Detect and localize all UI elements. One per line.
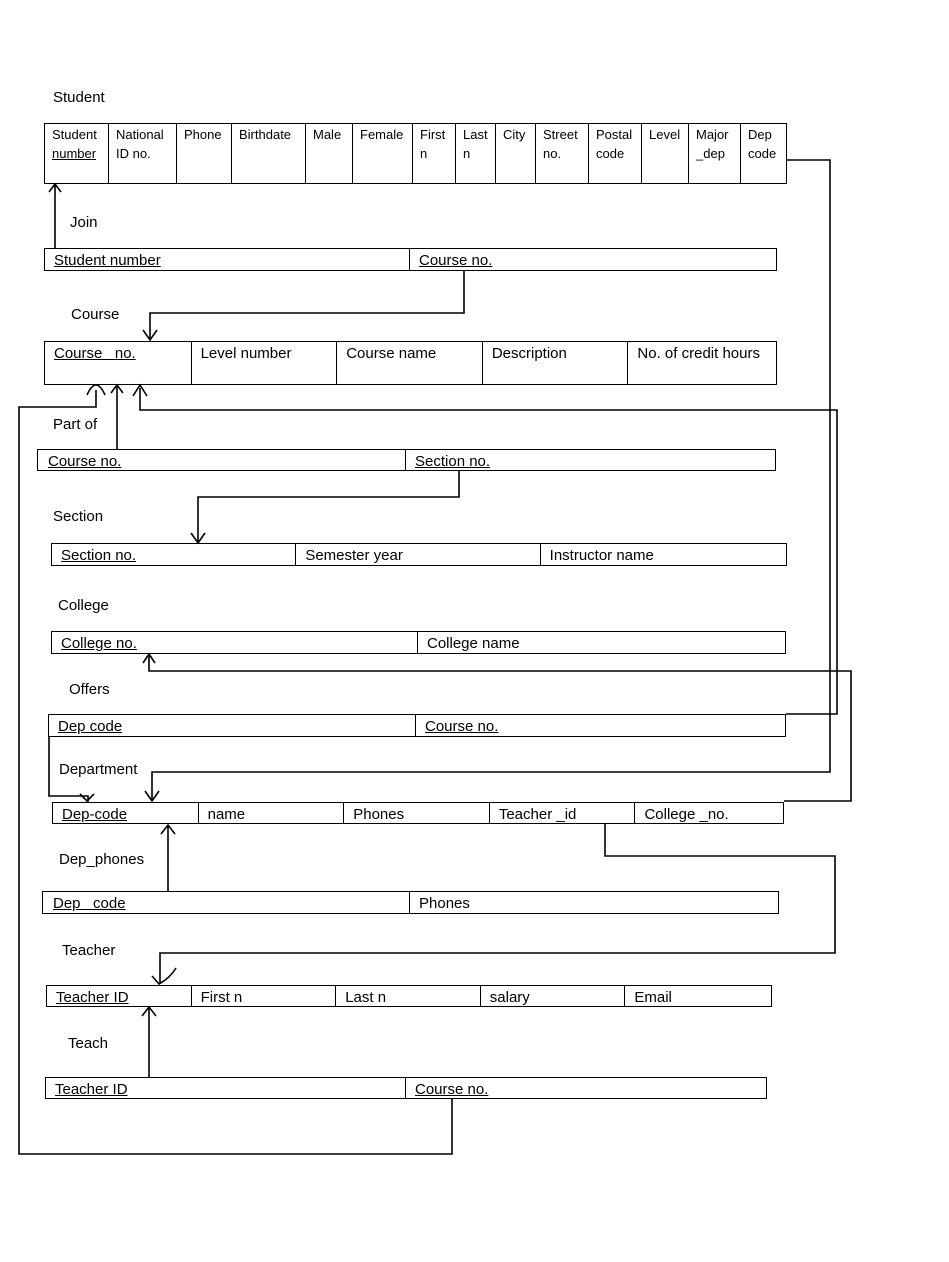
college-col-college-name: College name (427, 635, 520, 652)
col-line1: Last (463, 127, 488, 142)
fk-part-of-course-no (111, 385, 123, 449)
teacher-table-title: Teacher (62, 942, 116, 959)
col-line1: Phone (184, 127, 222, 142)
col-line1: Male (313, 127, 342, 142)
col-line1: Level (649, 127, 681, 142)
offers-col-course-no: Course no. (425, 718, 499, 735)
fk-part-of-section-no (191, 471, 459, 543)
student-table-title: Student (53, 89, 105, 106)
fk-teach-teacher-id (142, 1007, 156, 1077)
department-col-college-no: College _no. (644, 806, 729, 823)
section-col-section-no: Section no. (52, 544, 296, 565)
teacher-col-first-n: First n (192, 986, 337, 1006)
course-col-course-name: Course name (337, 342, 483, 384)
section-table-title: Section (53, 508, 104, 525)
course-table-title: Course (71, 306, 120, 323)
col-line2: code (596, 146, 625, 161)
col-line1: City (503, 127, 526, 142)
col-line1: Birthdate (239, 127, 292, 142)
department-col-teacher-id: Teacher _id (490, 803, 636, 823)
dep-phones-table-title: Dep_phones (59, 851, 145, 868)
teacher-col-last-n: Last n (336, 986, 481, 1006)
col-line1: First (420, 127, 446, 142)
col-line1: National (116, 127, 164, 142)
department-col-name: name (199, 803, 345, 823)
fk-department-college-no (143, 654, 851, 801)
college-col-college-no: College no. (52, 632, 418, 653)
section-col-semester-year: Semester year (296, 544, 540, 565)
col-line1: Street (543, 127, 578, 142)
teacher-col-salary: salary (481, 986, 626, 1006)
col-line2: code (748, 146, 777, 161)
dep-phones-col-dep-code: Dep code (43, 892, 410, 913)
col-line2: ID no. (116, 146, 151, 161)
fk-join-course-no (143, 271, 464, 340)
course-col-credit-hours: No. of credit hours (637, 345, 760, 362)
teach-col-course-no: Course no. (415, 1081, 489, 1098)
dep-phones-col-phones: Phones (419, 895, 470, 912)
join-col-course-no: Course no. (419, 252, 493, 269)
join-col-student-number: Student number (45, 249, 410, 270)
teacher-col-email: Email (634, 989, 672, 1006)
fk-teach-course-no (19, 385, 452, 1154)
part-of-table-title: Part of (53, 416, 98, 433)
department-col-phones: Phones (344, 803, 490, 823)
part-of-col-section-no: Section no. (415, 453, 491, 470)
course-col-level-number: Level number (192, 342, 338, 384)
department-col-dep-code: Dep-code (53, 803, 199, 823)
col-line2: _dep (696, 146, 725, 161)
offers-table-title: Offers (69, 681, 110, 698)
college-table-title: College (58, 597, 109, 614)
section-col-instructor-name: Instructor name (549, 547, 654, 564)
col-line1: Dep (748, 127, 772, 142)
col-line1: Female (360, 127, 404, 142)
fk-offers-dep-code (49, 737, 94, 802)
fk-department-teacher-id (152, 824, 835, 984)
course-col-description: Description (483, 342, 629, 384)
fk-student-dep-code (145, 160, 830, 801)
fk-dep-phones-dep-code (161, 825, 175, 891)
part-of-col-course-no: Course no. (38, 450, 406, 470)
col-line2: no. (543, 146, 562, 161)
teach-col-teacher-id: Teacher ID (46, 1078, 406, 1098)
offers-col-dep-code: Dep code (49, 715, 416, 736)
col-line2: n (463, 146, 471, 161)
teach-table-title: Teach (68, 1035, 109, 1052)
col-line1: Major (696, 127, 729, 142)
col-line1: Student (52, 127, 97, 142)
fk-join-student-number (49, 184, 61, 248)
teacher-col-teacher-id: Teacher ID (47, 986, 192, 1006)
fk-offers-course-no (133, 385, 837, 714)
col-line1: Postal (596, 127, 633, 142)
join-table-title: Join (70, 214, 98, 231)
department-table-title: Department (59, 761, 138, 778)
col-line2: n (420, 146, 428, 161)
course-col-course-no: Course no. (45, 342, 192, 384)
col-line2: number (52, 146, 97, 161)
